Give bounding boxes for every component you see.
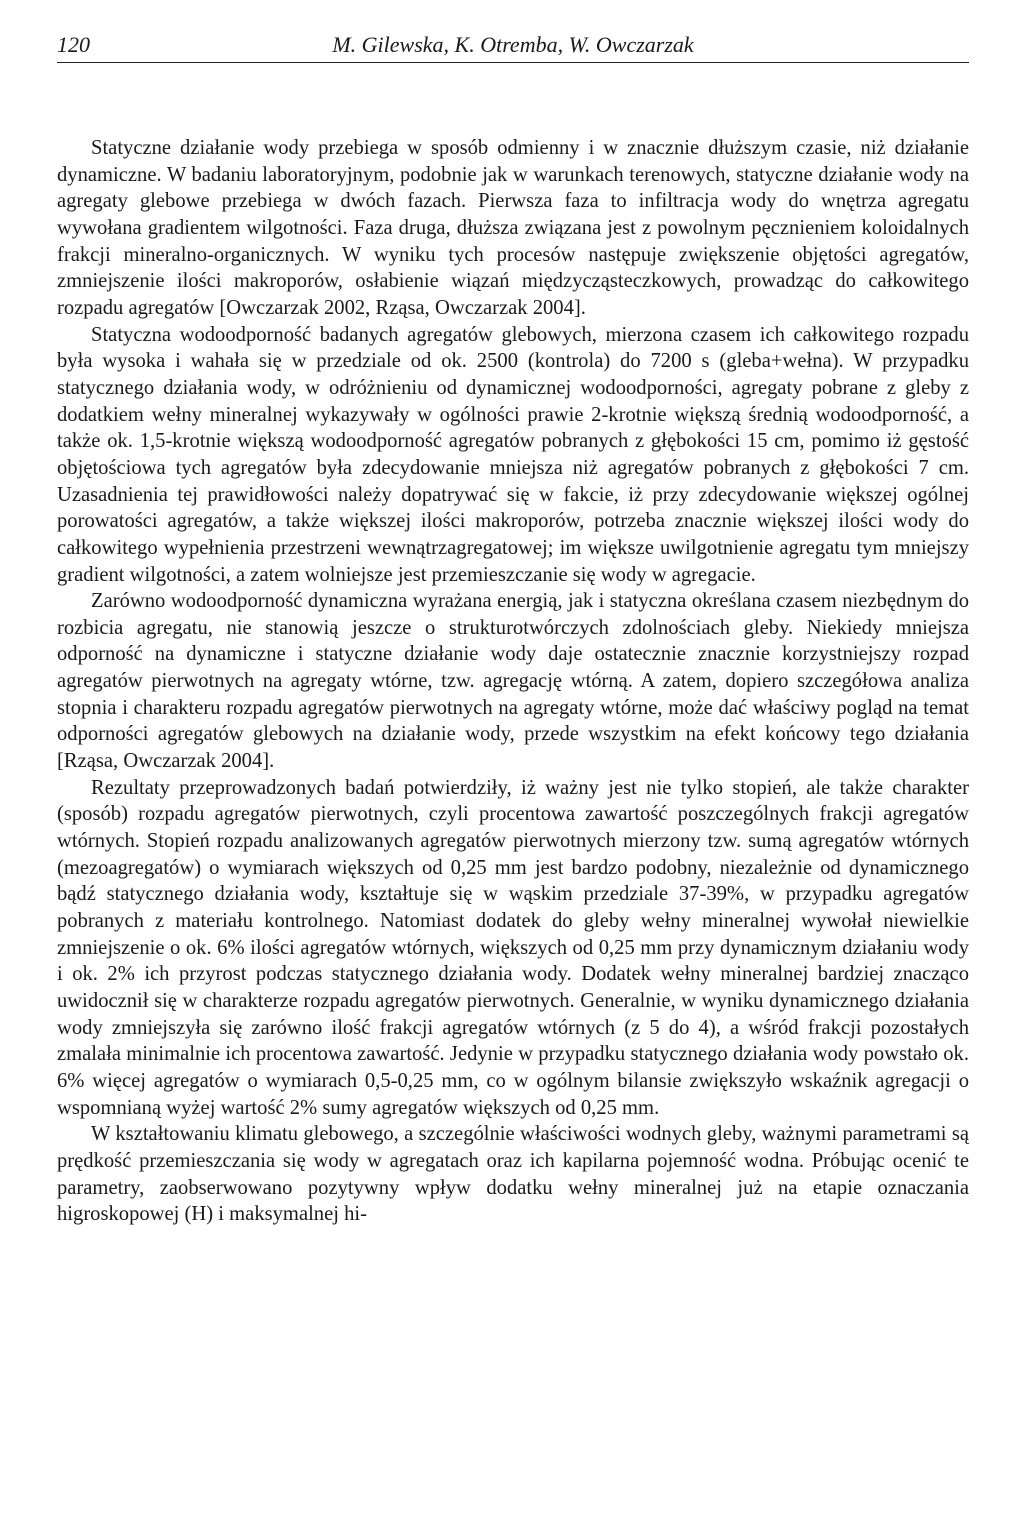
running-header [57,30,969,63]
body-text [57,135,969,1228]
paragraph: Statyczna wodoodporność badanych agregatów glebowych, mierzona czasem ich całkowitego rozpadu była wysoka i wahała się w przedziale od ok. 2500 (kontrola) do 7200 s (gleba+wełna). W przypadku statycznego działania wody, w odróżnieniu od dynamicznej wodoodporności, agregaty pobrane z gleby z dodatkiem wełny mineralnej wykazywały w ogólności prawie 2-krotnie większą średnią wodoodporność, a także ok. 1,5-krotnie większą wodoodporność agregatów pobranych z głębokości 15 cm, pomimo iż gęstość objętościowa tych agregatów była zdecydowanie mniejsza niż agregatów pobranych z głębokości 7 cm. Uzasadnienia tej prawidłowości należy dopatrywać się w fakcie, iż przy zdecydowanie większej ogólnej porowatości agregatów, a także większej ilości makroporów, potrzeba znacznie większej ilości wody do całkowitego wypełnienia przestrzeni wewnątrzagregatowej; im większe uwilgotnienie agregatu tym mniejszy gradient wilgotności, a zatem wolniejsze jest przemieszczanie się wody w agregacie. [57,323,969,586]
paragraph: Statyczne działanie wody przebiega w sposób odmienny i w znacznie dłuższym czasie, niż działanie dynamiczne. W badaniu laboratoryjnym, podobnie jak w warunkach terenowych, statyczne działanie wody na agregaty glebowe przebiega w dwóch fazach. Pierwsza faza to infiltracja wody do wnętrza agregatu wywołana gradientem wilgotności. Faza druga, dłuższa związana jest z powolnym pęcznieniem koloidalnych frakcji mineralno-organicznych. W wyniku tych procesów następuje zwiększenie objętości agregatów, zmniejszenie ilości makroporów, osłabienie wiązań międzycząsteczkowych, prowadząc do całkowitego rozpadu agregatów [Owczarzak 2002, Rząsa, Owczarzak 2004]. [57,137,969,319]
paragraph: Zarówno wodoodporność dynamiczna wyrażana energią, jak i statyczna określana czasem niezbędnym do rozbicia agregatu, nie stanowią jeszcze o strukturotwórczych zdolnościach gleby. Niekiedy mniejsza odporność na dynamiczne i statyczne działanie wody daje ostatecznie znacznie korzystniejszy rozpad agregatów pierwotnych na agregaty wtórne, tzw. agregację wtórną. A zatem, dopiero szczegółowa analiza stopnia i charakteru rozpadu agregatów pierwotnych na agregaty wtórne, może dać właściwy pogląd na temat odporności agregatów glebowych na działanie wody, przede wszystkim na efekt końcowy tego działania [Rząsa, Owczarzak 2004]. [57,590,969,773]
page-number: 120 [57,32,90,57]
paragraph: Rezultaty przeprowadzonych badań potwierdziły, iż ważny jest nie tylko stopień, ale także charakter (sposób) rozpadu agregatów pierwotnych, czyli procentowa zawartość poszczególnych frakcji agregatów wtórnych. Stopień rozpadu analizowanych agregatów pierwotnych mierzony tzw. sumą agregatów wtórnych (mezoagregatów) o wymiarach większych od 0,25 mm jest bardzo podobny, niezależnie od dynamicznego bądź statycznego działania wody, kształtuje się w wąskim przedziale 37-39%, w przypadku agregatów pobranych z materiału kontrolnego. Natomiast dodatek do gleby wełny mineralnej wywołał niewielkie zmniejszenie o ok. 6% ilości agregatów wtórnych, większych od 0,25 mm przy dynamicznym działaniu wody i ok. 2% ich przyrost podczas statycznego działania wody. Dodatek wełny mineralnej bardziej znacząco uwidocznił się w charakterze rozpadu agregatów pierwotnych. Generalnie, w wyniku dynamicznego działania wody zmniejszyła się zarówno ilość frakcji agregatów wtórnych (z 5 do 4), a wśród frakcji pozostałych zmalała minimalnie ich procentowa zawartość. Jedynie w przypadku statycznego działania wody powstało ok. 6% więcej agregatów o wymiarach 0,5-0,25 mm, co w ogólnym bilansie zwiększyło wskaźnik agregacji o wspomnianą wyżej wartość 2% sumy agregatów większych od 0,25 mm. [57,776,969,1119]
document-page [57,30,969,1228]
paragraph: W kształtowaniu klimatu glebowego, a szczególnie właściwości wodnych gleby, ważnymi parametrami są prędkość przemieszczania się wody w agregatach oraz ich kapilarna pojemność wodna. Próbując ocenić te parametry, zaobserwowano pozytywny wpływ dodatku wełny mineralnej już na etapie oznaczania higroskopowej (H) i maksymalnej hi- [57,1123,969,1226]
running-header-authors: M. Gilewska, K. Otremba, W. Owczarzak [332,32,694,57]
